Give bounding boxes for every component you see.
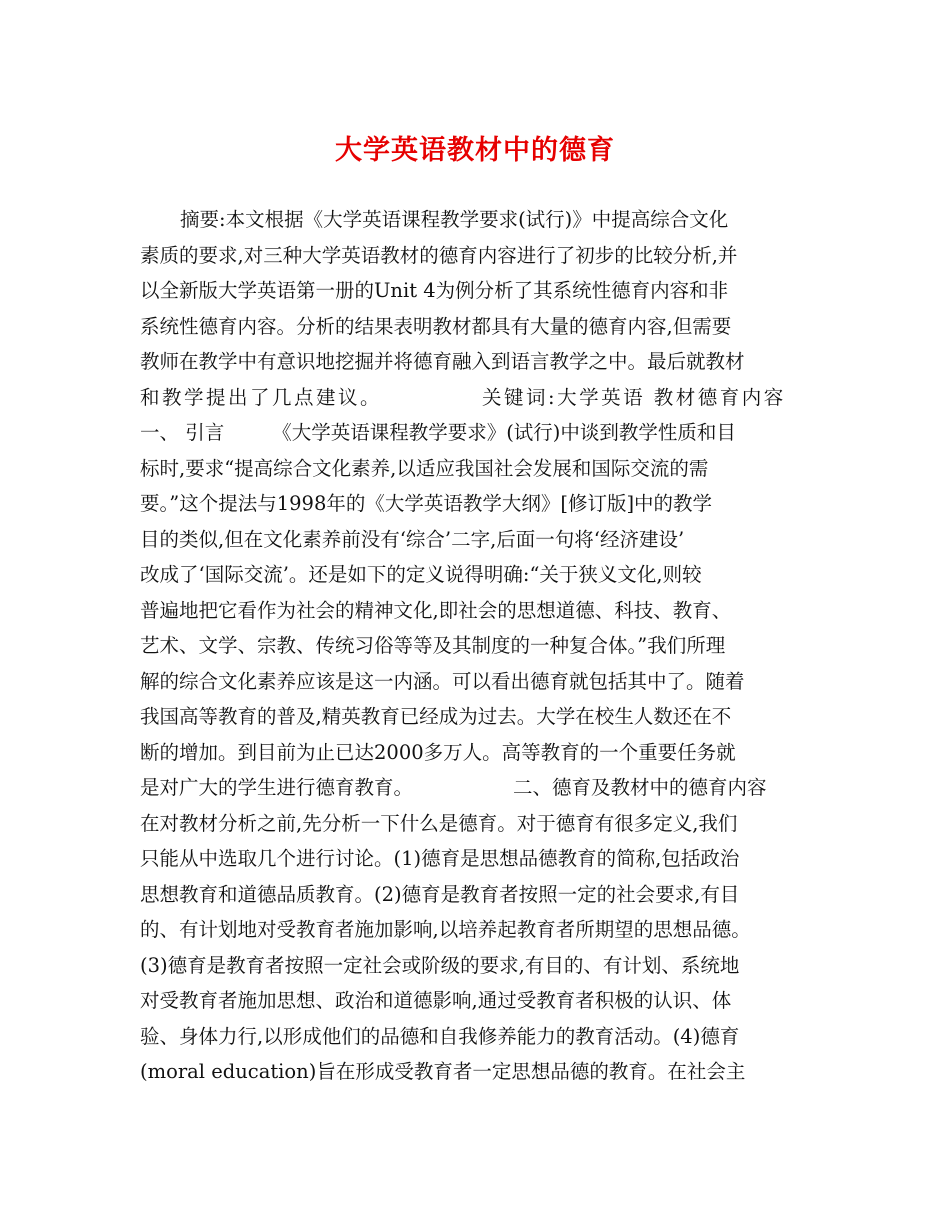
- paragraph-line: [140, 699, 812, 735]
- text-span: 普遍地把它看作为社会的精神文化,即社会的思想道德、科技、教育、: [140, 598, 732, 622]
- text-span: 教师在教学中有意识地挖掘并将德育融入到语言教学之中。最后就教材: [140, 350, 745, 373]
- document-title: 大学英语教材中的德育: [335, 135, 615, 166]
- paragraph-line: [140, 273, 812, 309]
- text-span: (moral education)旨在形成受教育者一定思想品德的教育。在社会主: [140, 1060, 746, 1083]
- text-span: 目的类似,但在文化素养前没有‘综合’二字,后面一句将‘经济建设’: [140, 527, 685, 551]
- text-span: 素质的要求,对三种大学英语教材的德育内容进行了初步的比较分析,并: [140, 243, 738, 267]
- paragraph-line: [140, 770, 812, 806]
- text-span: 在对教材分析之前,先分析一下什么是德育。对于德育有很多定义,我们: [140, 811, 738, 835]
- paragraph-line: [140, 415, 812, 451]
- document-body: [140, 202, 812, 1090]
- section-heading: 一、 引言: [140, 421, 225, 444]
- text-span: 标时,要求“提高综合文化素养,以适应我国社会发展和国际交流的需: [140, 456, 709, 480]
- text-span: (3)德育是教育者按照一定社会或阶级的要求,有目的、有计划、系统地: [140, 953, 740, 977]
- paragraph-line: [140, 664, 812, 700]
- text-span: 验、身体力行,以形成他们的品德和自我修养能力的教育活动。(4)德育: [140, 1024, 740, 1048]
- paragraph-line: [140, 344, 812, 380]
- text-span: 断的增加。到目前为止已达2000多万人。高等教育的一个重要任务就: [140, 740, 736, 764]
- paragraph-line: [140, 806, 812, 842]
- paragraph-line: [140, 877, 812, 913]
- text-span: 系统性德育内容。分析的结果表明教材都具有大量的德育内容,但需要: [140, 314, 732, 338]
- paragraph-line: [140, 1054, 812, 1090]
- text-span: 只能从中选取几个进行讨论。(1)德育是思想品德教育的简称,包括政治: [140, 847, 740, 870]
- text-span: 和教学提出了几点建议。: [140, 385, 383, 409]
- text-span: 思想教育和道德品质教育。(2)德育是教育者按照一定的社会要求,有目: [140, 882, 740, 906]
- text-span: 是对广大的学生进行德育教育。: [140, 776, 414, 799]
- text-span: 摘要:本文根据《大学英语课程教学要求(试行)》中提高综合文化: [180, 208, 729, 231]
- paragraph-line: [140, 380, 812, 416]
- paragraph-line: [140, 451, 812, 487]
- text-span: 改成了‘国际交流’。还是如下的定义说得明确:“关于狭义文化,则较: [140, 563, 702, 586]
- keywords-label: 关键词:大学英语 教材德育内容: [482, 385, 786, 409]
- paragraph-line: [140, 593, 812, 629]
- text-span: 要。”这个提法与1998年的《大学英语教学大纲》[修订版]中的教学: [140, 492, 713, 515]
- paragraph-line: [140, 309, 812, 345]
- paragraph-line: [140, 912, 812, 948]
- text-span: 《大学英语课程教学要求》(试行)中谈到教学性质和目: [272, 421, 736, 444]
- paragraph-line: [140, 486, 812, 522]
- paragraph-line: [140, 628, 812, 664]
- section-heading: 二、德育及教材中的德育内容: [513, 776, 767, 799]
- paragraph-line: [140, 522, 812, 558]
- text-span: 我国高等教育的普及,精英教育已经成为过去。大学在校生人数还在不: [140, 705, 732, 728]
- paragraph-line: [140, 948, 812, 984]
- paragraph-line: [140, 238, 812, 274]
- paragraph-line: [140, 841, 812, 877]
- paragraph-line: [140, 202, 812, 238]
- text-span: 的、有计划地对受教育者施加影响,以培养起教育者所期望的思想品德。: [140, 918, 751, 941]
- text-span: 解的综合文化素养应该是这一内涵。可以看出德育就包括其中了。随着: [140, 669, 745, 693]
- paragraph-line: [140, 735, 812, 771]
- text-span: 艺术、文学、宗教、传统习俗等等及其制度的一种复合体。”我们所理: [140, 634, 726, 657]
- paragraph-line: [140, 557, 812, 593]
- paragraph-line: [140, 1019, 812, 1055]
- text-span: 以全新版大学英语第一册的Unit 4为例分析了其系统性德育内容和非: [140, 279, 729, 302]
- paragraph-line: [140, 983, 812, 1019]
- text-span: 对受教育者施加思想、政治和道德影响,通过受教育者积极的认识、体: [140, 989, 732, 1012]
